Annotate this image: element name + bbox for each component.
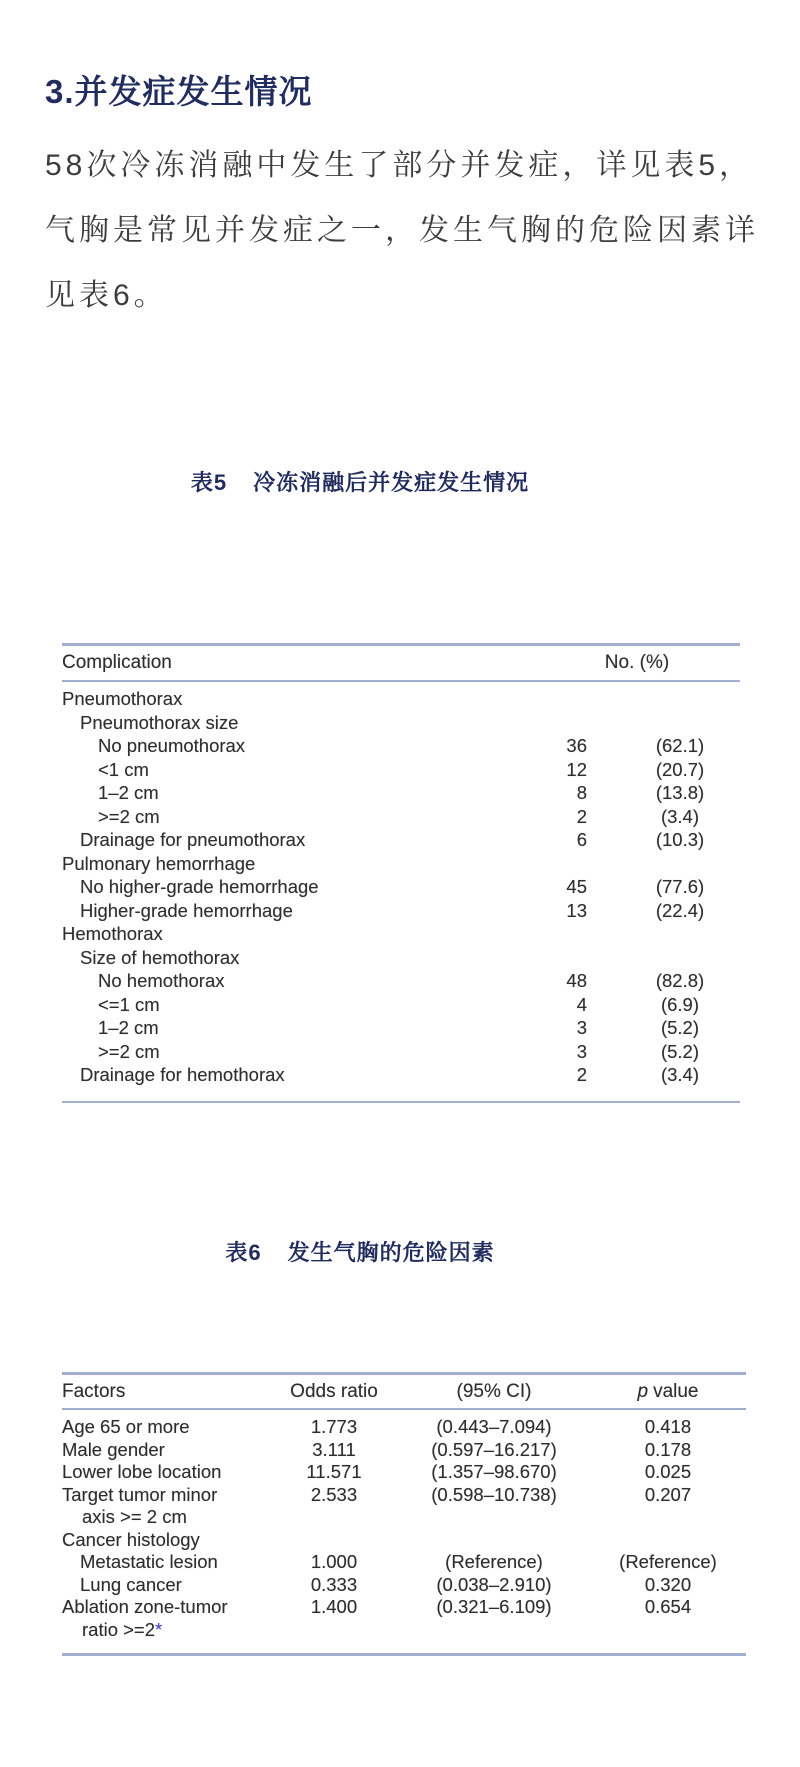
row-label: Size of hemothorax [80,946,240,968]
column-gap [587,922,630,946]
table6-header-row [62,1375,746,1408]
row-count: 13 [566,899,587,921]
table-row [62,922,740,946]
row-percent: (13.8) [655,782,705,803]
row-odds-ratio: 0.333 [310,1573,358,1595]
table-row [62,734,740,758]
column-pad [730,946,740,970]
row-count: 3 [576,1017,587,1038]
row-percent: (82.8) [655,970,705,991]
row-label: Target tumor minor [62,1483,218,1505]
table5-body [62,682,740,1101]
table6-bottom-rule [62,1653,746,1656]
column-pad [730,899,740,923]
row-label: Ablation zone-tumor [62,1596,228,1617]
row-label-cell [62,1529,279,1552]
row-count: 3 [576,1040,587,1062]
table-row [62,1016,740,1040]
column-pad [730,993,740,1017]
row-label-cell [62,1574,279,1597]
row-p-value: 0.178 [644,1438,692,1460]
table5-header-no-pct: No. (%) [604,651,670,673]
row-count [517,687,587,711]
table-row [62,711,740,735]
row-label-cell [62,1416,279,1439]
risk-factors-table [62,1372,746,1656]
row-label: 1–2 cm [98,1017,159,1038]
row-label: <=1 cm [98,993,160,1015]
table-row [62,899,740,923]
column-gap [587,946,630,970]
table6-caption [0,1236,720,1267]
paragraph-line-3: 见表6。 [45,279,168,312]
row-confidence-interval: (0.597–16.217) [431,1438,557,1460]
column-gap [587,711,630,735]
column-gap [587,1063,630,1087]
column-gap [587,899,630,923]
column-pad [730,969,740,993]
row-label-cell [62,1484,279,1529]
row-count [517,711,587,735]
row-odds-ratio: 11.571 [306,1461,362,1482]
table-row [62,1461,746,1484]
column-gap [587,781,630,805]
row-label: No higher-grade hemorrhage [80,876,319,897]
table5-caption [0,466,720,497]
row-count: 8 [576,782,587,803]
row-count: 2 [576,1064,587,1085]
table-row [62,805,740,829]
row-confidence-interval: (Reference) [445,1551,543,1572]
table-row [62,687,740,711]
row-percent: (22.4) [655,899,705,921]
table-row [62,1529,746,1552]
row-label: 1–2 cm [98,782,159,803]
column-gap [587,993,630,1017]
row-odds-ratio: 2.533 [310,1483,358,1505]
row-p-value: 0.320 [644,1573,692,1595]
row-label: Lung cancer [80,1573,182,1595]
row-label: Male gender [62,1438,165,1460]
table-row [62,1484,746,1529]
row-label-cell [62,1596,279,1641]
table-row [62,758,740,782]
row-odds-ratio: 3.111 [312,1438,356,1460]
table-row [62,946,740,970]
row-confidence-interval: (0.598–10.738) [431,1483,557,1505]
row-count: 4 [576,993,587,1015]
row-label: Cancer histology [62,1528,200,1550]
column-pad [730,922,740,946]
table5-caption-title: 冷冻消融后并发症发生情况 [253,470,530,495]
row-count: 45 [566,876,587,897]
row-count: 2 [576,805,587,827]
column-pad [730,711,740,735]
column-gap [587,734,630,758]
row-label: Higher-grade hemorrhage [80,899,293,921]
row-label: Hemothorax [62,923,163,944]
column-gap [587,1016,630,1040]
table-row [62,1439,746,1462]
column-gap [579,1375,608,1408]
row-confidence-interval: (0.443–7.094) [436,1416,552,1437]
row-label: No hemothorax [98,970,225,991]
table-row [62,993,740,1017]
table-row [62,1551,746,1574]
row-percent: (77.6) [655,876,705,897]
column-pad [730,852,740,876]
column-gap [389,1375,409,1408]
table5-header-row [62,646,740,680]
row-percent [630,687,730,711]
row-label: Pneumothorax size [80,711,239,733]
column-gap [587,969,630,993]
row-count: 12 [566,758,587,780]
paragraph-line-1: 58次冷冻消融中发生了部分并发症，详见表5， [45,149,754,182]
row-label: <1 cm [98,758,149,780]
row-p-value: 0.207 [644,1483,692,1505]
complications-table [62,643,740,1103]
column-pad [730,734,740,758]
column-pad [730,1063,740,1087]
row-percent: (20.7) [655,758,705,780]
row-label: Metastatic lesion [80,1551,218,1572]
row-count [517,946,587,970]
row-count: 48 [566,970,587,991]
row-label-cell [62,1551,279,1574]
column-gap [587,758,630,782]
table6-header-ci: (95% CI) [456,1380,532,1402]
table6-header-factors: Factors [62,1380,126,1402]
row-percent: (10.3) [655,829,705,850]
row-label-cell [62,1439,279,1462]
row-percent: (3.4) [660,805,700,827]
table5-caption-label: 表5 [190,470,228,495]
column-pad [730,687,740,711]
section-heading: 3.并发症发生情况 [45,73,313,110]
row-percent [630,922,730,946]
table-row [62,969,740,993]
table6-header-odds-ratio: Odds ratio [290,1380,378,1402]
row-odds-ratio: 1.773 [310,1416,358,1437]
row-p-value: (Reference) [619,1551,717,1572]
table-row [62,1574,746,1597]
table5-bottom-rule [62,1101,740,1104]
row-count [517,922,587,946]
table5-header-complication: Complication [62,651,172,673]
column-pad [728,1375,746,1408]
table-row [62,781,740,805]
row-label-line2: ratio >=2 [82,1618,156,1640]
column-gap [587,852,630,876]
column-gap [587,805,630,829]
table6-caption-label: 表6 [225,1240,262,1265]
paragraph-line-2: 气胸是常见并发症之一，发生气胸的危险因素详 [45,214,759,247]
column-pad [730,1040,740,1064]
table-row [62,1596,746,1641]
column-gap [587,875,630,899]
row-count [517,852,587,876]
row-label: Pulmonary hemorrhage [62,852,256,874]
column-pad [730,828,740,852]
row-p-value: 0.025 [644,1461,692,1482]
table6-caption-title: 发生气胸的危险因素 [287,1240,495,1265]
row-label-line2: axis >= 2 cm [82,1506,187,1527]
column-gap [587,828,630,852]
column-pad [730,781,740,805]
row-label-wrap [62,1506,279,1529]
row-label: >=2 cm [98,805,160,827]
row-label: Pneumothorax [62,688,183,709]
row-percent: (5.2) [660,1017,700,1038]
row-odds-ratio: 1.000 [310,1551,358,1572]
row-label: Drainage for hemothorax [80,1064,285,1085]
table6-header-p-value [608,1375,728,1408]
row-label: Lower lobe location [62,1461,222,1482]
column-pad [730,805,740,829]
row-label-cell [62,1461,279,1484]
row-label: Drainage for pneumothorax [80,829,306,850]
row-p-value: 0.418 [644,1416,692,1437]
table-row [62,1040,740,1064]
row-percent: (5.2) [660,1040,700,1062]
table-row [62,1416,746,1439]
row-percent: (6.9) [660,993,700,1015]
row-label: No pneumothorax [98,735,246,756]
column-gap [587,1040,630,1064]
row-count: 6 [576,829,587,850]
row-percent [630,946,730,970]
column-pad [730,875,740,899]
row-percent: (62.1) [655,735,705,756]
table-row [62,828,740,852]
table-row [62,875,740,899]
table-row [62,852,740,876]
row-label: Age 65 or more [62,1416,190,1437]
row-percent [630,711,730,735]
row-label-wrap [62,1619,279,1642]
row-confidence-interval: (0.038–2.910) [436,1573,552,1595]
row-confidence-interval: (0.321–6.109) [436,1596,552,1617]
table6-body [62,1410,746,1653]
column-pad [730,758,740,782]
row-percent: (3.4) [660,1064,700,1085]
row-confidence-interval: (1.357–98.670) [431,1461,557,1482]
column-pad [730,1016,740,1040]
row-label: >=2 cm [98,1040,160,1062]
p-italic: p [637,1380,649,1402]
p-value-word: value [653,1380,699,1402]
footnote-asterisk: * [155,1618,163,1640]
row-count: 36 [566,735,587,756]
column-gap [587,687,630,711]
row-p-value: 0.654 [644,1596,692,1617]
row-percent [630,852,730,876]
table-row [62,1063,740,1087]
row-odds-ratio: 1.400 [310,1596,358,1617]
